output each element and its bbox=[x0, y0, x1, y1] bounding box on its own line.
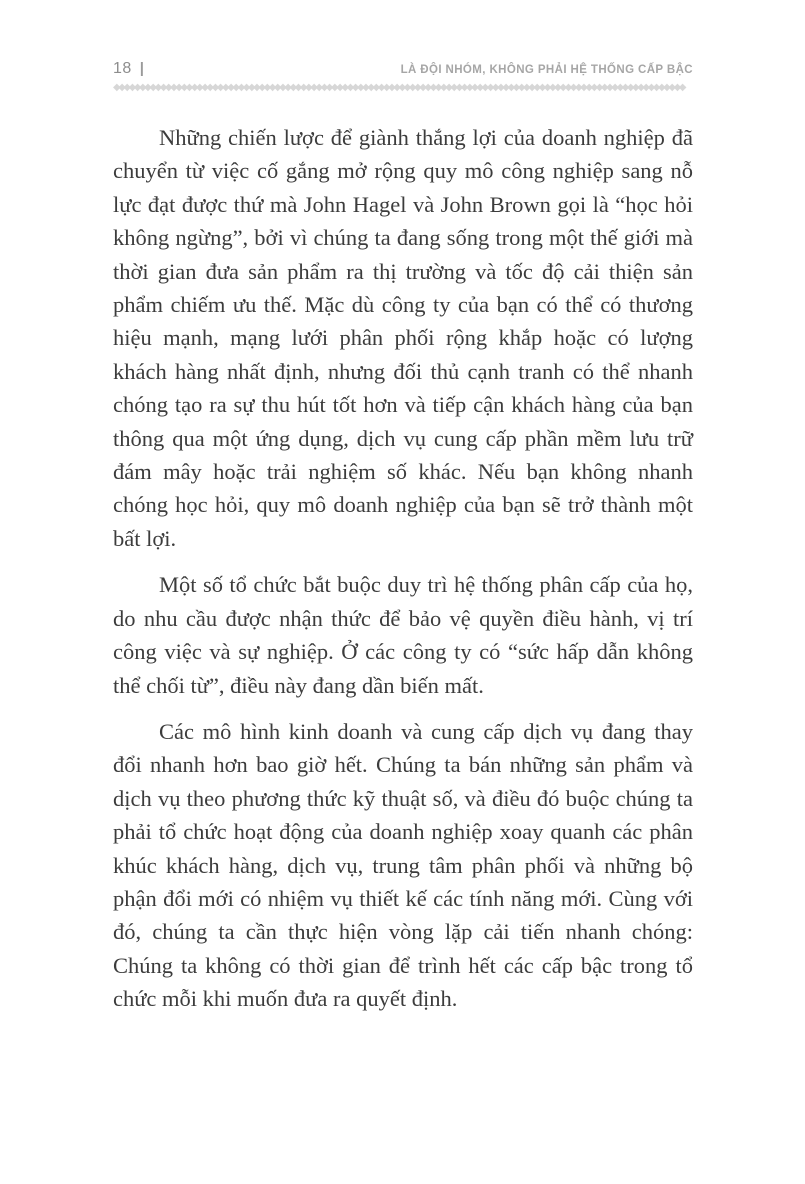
paragraph: Những chiến lược để giành thắng lợi của doanh nghiệp đã chuyển từ việc cố gắng mở rộng quy mô công nghiệp sang nỗ lực đạt được thứ mà John Hagel và John Brown gọi là “học hỏi không ngừng”, bởi vì chúng ta đang sống trong một thế giới mà thời gian đưa sản phẩm ra thị trường và tốc độ cải thiện sản phẩm chiếm ưu thế. Mặc dù công ty của bạn có thể có thương hiệu mạnh, mạng lưới phân phối rộng khắp hoặc có lượng khách hàng nhất định, nhưng đối thủ cạnh tranh có thể nhanh chóng tạo ra sự thu hút tốt hơn và tiếp cận khách hàng của bạn thông qua một ứng dụng, dịch vụ cung cấp phần mềm lưu trữ đám mây hoặc trải nghiệm số khác. Nếu bạn không nhanh chóng học hỏi, quy mô doanh nghiệp của bạn sẽ trở thành một bất lợi. bbox=[113, 125, 693, 551]
header-divider-bar: | bbox=[139, 60, 144, 77]
running-title: LÀ ĐỘI NHÓM, KHÔNG PHẢI HỆ THỐNG CẤP BẬC bbox=[400, 64, 693, 76]
page-header bbox=[113, 60, 693, 78]
paragraph: Một số tổ chức bắt buộc duy trì hệ thống phân cấp của họ, do nhu cầu được nhận thức để bảo vệ quyền điều hành, vị trí công việc và sự nghiệp. Ở các công ty có “sức hấp dẫn không thể chối từ”, điều này đang dần biến mất. bbox=[113, 572, 693, 698]
page-number: 18 bbox=[113, 60, 132, 77]
diamond-chain-ornament-icon: ◆◆◆◆◆◆◆◆◆◆◆◆◆◆◆◆◆◆◆◆◆◆◆◆◆◆◆◆◆◆◆◆◆◆◆◆◆◆◆◆◆◆◆◆◆◆◆◆◆◆◆◆◆◆◆◆◆◆◆◆◆◆◆◆◆◆◆◆◆◆◆◆◆◆◆◆◆◆◆◆◆◆◆◆◆◆◆◆◆◆◆◆◆◆◆◆◆◆◆◆◆◆◆◆◆◆◆◆◆◆ bbox=[113, 82, 684, 93]
page-number-group bbox=[113, 60, 144, 78]
paragraph: Các mô hình kinh doanh và cung cấp dịch vụ đang thay đổi nhanh hơn bao giờ hết. Chúng ta bán những sản phẩm và dịch vụ theo phương thức kỹ thuật số, và điều đó buộc chúng ta phải tổ chức hoạt động của doanh nghiệp xoay quanh các phân khúc khách hàng, dịch vụ, trung tâm phân phối và những bộ phận đổi mới có nhiệm vụ thiết kế các tính năng mới. Cùng với đó, chúng ta cần thực hiện vòng lặp cải tiến nhanh chóng: Chúng ta không có thời gian để trình hết các cấp bậc trong tổ chức mỗi khi muốn đưa ra quyết định. bbox=[113, 718, 693, 1012]
body-content bbox=[113, 121, 693, 1016]
